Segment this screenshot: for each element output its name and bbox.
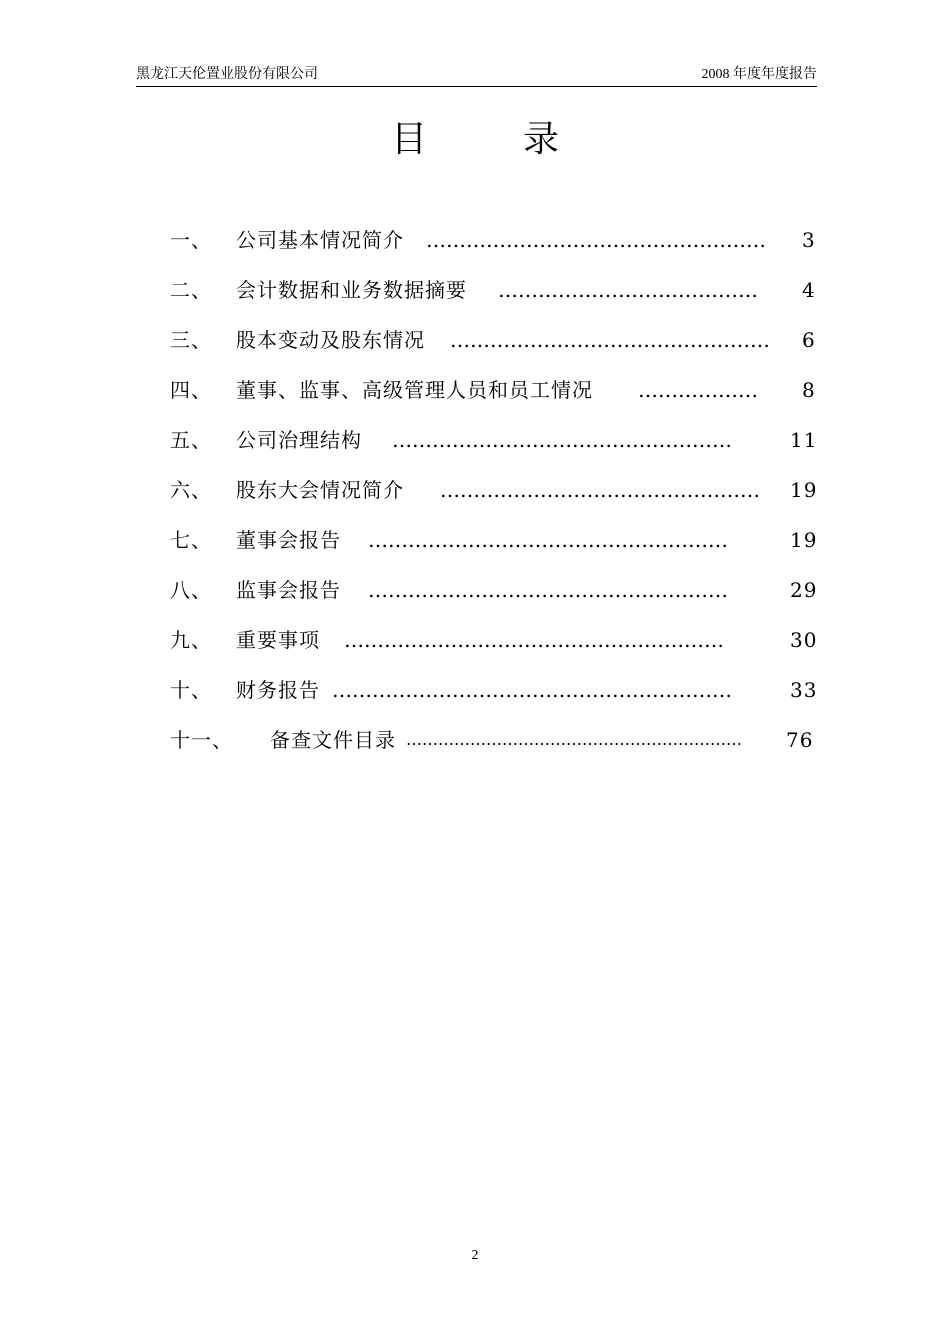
toc-entry-page: 30 (790, 628, 818, 652)
page-header (136, 64, 817, 87)
toc-entry-title: 重要事项 (236, 628, 320, 652)
toc-entry[interactable] (170, 524, 820, 574)
header-company-name: 黑龙江天伦置业股份有限公司 (136, 67, 318, 82)
toc-entry-title: 董事、监事、高级管理人员和员工情况 (236, 378, 593, 402)
toc-entry-title: 会计数据和业务数据摘要 (236, 278, 467, 302)
toc-entry[interactable] (170, 374, 820, 424)
title-char-1: 目 (390, 119, 427, 160)
toc-entry-page: 29 (790, 578, 818, 602)
toc-entry-number: 一、 (170, 228, 212, 252)
page-title (0, 112, 950, 168)
toc-entry-leader: …………………………………………… (392, 428, 732, 452)
toc-entry-page: 6 (802, 328, 816, 352)
toc-entry-leader: ……………………………………………… (368, 578, 728, 602)
toc-entry-title: 监事会报告 (236, 578, 341, 602)
toc-entry-title: 公司治理结构 (236, 428, 362, 452)
toc-entry-leader: ………………………………………… (440, 478, 760, 502)
toc-entry-leader: …………………………………………… (426, 228, 766, 252)
toc-entry[interactable] (170, 424, 820, 474)
toc-entry-page: 33 (790, 678, 818, 702)
toc-entry-leader: ………………………………………………… (344, 628, 724, 652)
toc-entry-number: 三、 (170, 328, 212, 352)
toc-entry-number: 五、 (170, 428, 212, 452)
page-number: 2 (471, 1248, 479, 1263)
toc-entry-title: 公司基本情况简介 (236, 228, 404, 252)
toc-entry-number: 八、 (170, 578, 212, 602)
toc-entry-page: 8 (802, 378, 816, 402)
toc-entry-leader: ………………………………………… (450, 328, 770, 352)
toc-entry-number: 十、 (170, 678, 212, 702)
toc-entry[interactable] (170, 224, 820, 274)
toc-entry-title: 财务报告 (236, 678, 320, 702)
toc-entry-number: 十一、 (170, 728, 233, 752)
toc-entry-page: 4 (802, 278, 816, 302)
toc-entry-title: 股本变动及股东情况 (236, 328, 425, 352)
toc-entry-title: 备查文件目录 (270, 728, 396, 752)
title-char-2: 录 (523, 119, 560, 160)
header-report-title: 2008 年度年度报告 (701, 67, 817, 82)
toc-entry-leader: ………………………………… (498, 278, 758, 302)
toc-entry-leader: ……………………………………………………… (406, 730, 742, 749)
toc-entry-page: 19 (790, 528, 818, 552)
toc-entry-number: 四、 (170, 378, 212, 402)
toc-entry-leader: …………………………………………………… (332, 678, 732, 702)
toc-entry-number: 七、 (170, 528, 212, 552)
toc-entry-leader: ……………………………………………… (368, 528, 728, 552)
toc-entry-page: 3 (802, 228, 816, 252)
toc-entry[interactable] (170, 574, 820, 624)
toc-entry[interactable] (170, 474, 820, 524)
toc-entry[interactable] (170, 674, 820, 724)
toc-entry-leader: ……………… (638, 378, 758, 402)
toc-entry-page: 19 (790, 478, 818, 502)
toc-entry-number: 九、 (170, 628, 212, 652)
toc-entry-title: 股东大会情况简介 (236, 478, 404, 502)
toc-entry-number: 六、 (170, 478, 212, 502)
toc-entry-page: 76 (786, 728, 814, 752)
toc-entry-title: 董事会报告 (236, 528, 341, 552)
toc-entry[interactable] (170, 724, 820, 774)
toc-entry[interactable] (170, 324, 820, 374)
toc-entry[interactable] (170, 274, 820, 324)
toc-entry-page: 11 (790, 428, 818, 452)
toc-entry-number: 二、 (170, 278, 212, 302)
toc-entry[interactable] (170, 624, 820, 674)
table-of-contents (170, 224, 820, 774)
